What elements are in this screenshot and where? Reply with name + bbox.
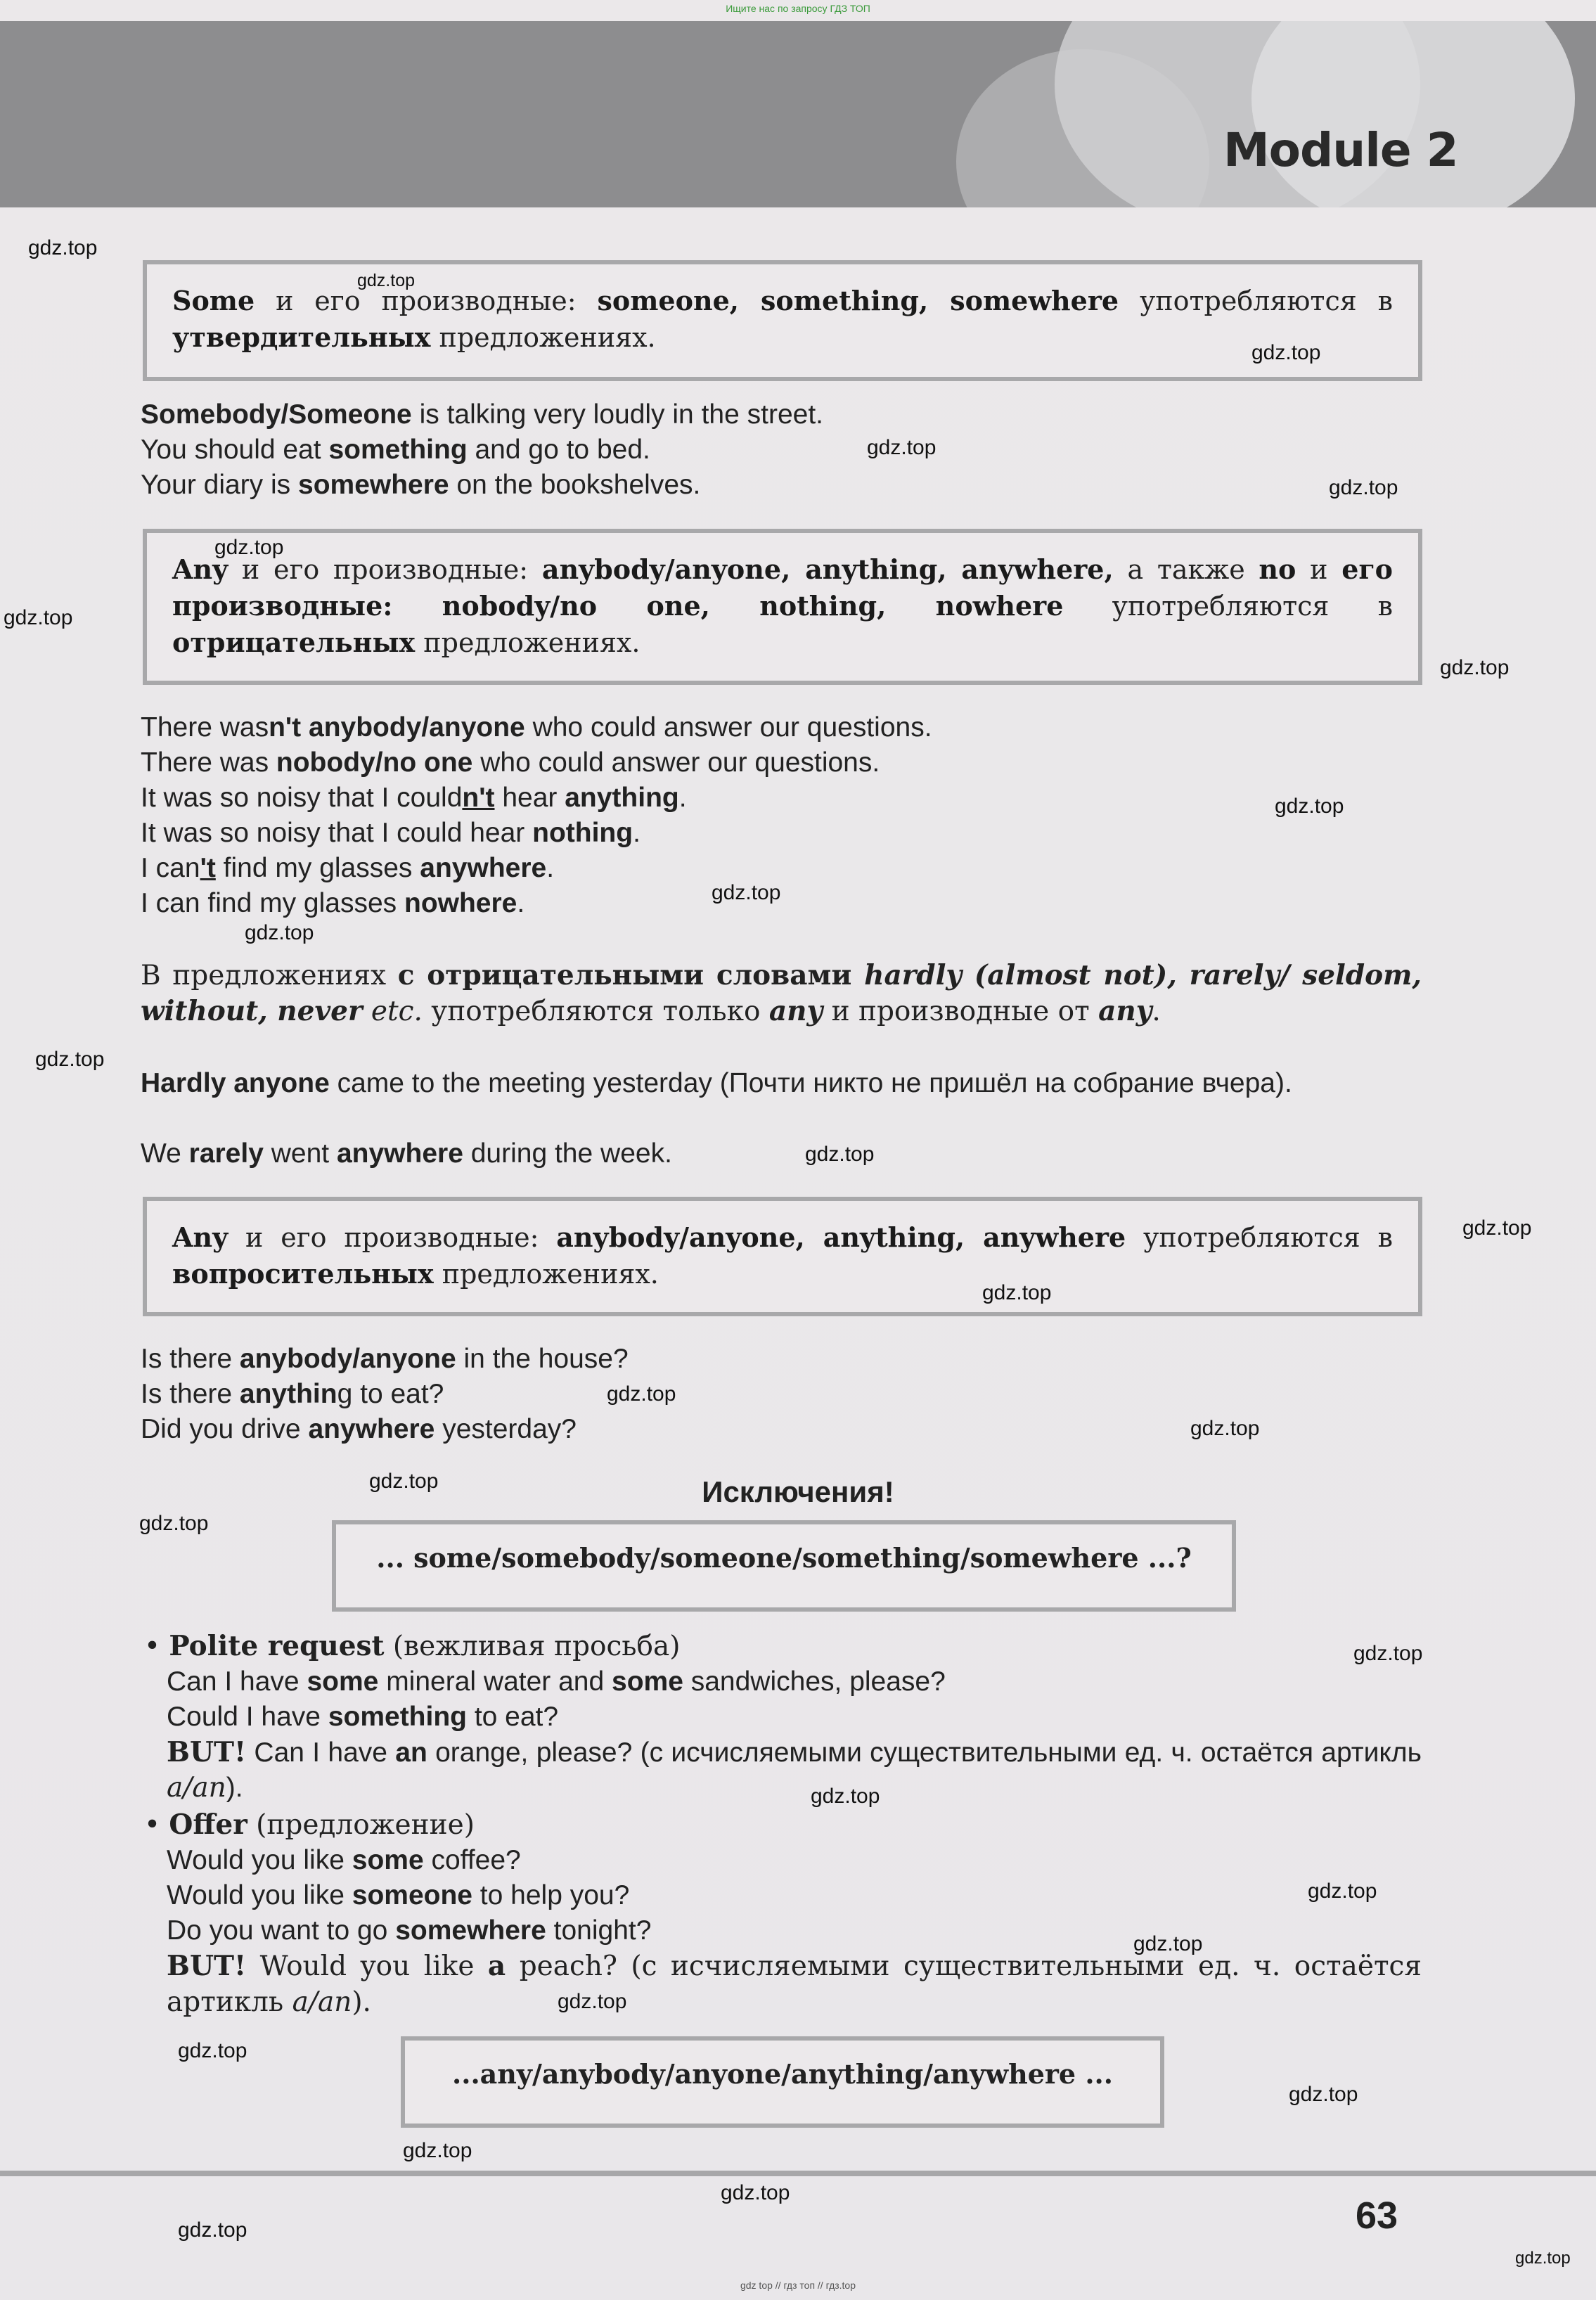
example-line: Is there anything to eat? <box>141 1379 444 1409</box>
example-line: Did you drive anywhere yesterday? <box>141 1414 577 1444</box>
rule-text: утвердительных <box>172 321 431 353</box>
watermark: gdz.top <box>245 921 314 944</box>
module-title: Module 2 <box>1223 123 1458 177</box>
watermark: gdz.top <box>811 1785 880 1808</box>
watermark: gdz.top <box>721 2181 790 2204</box>
rule-text: употребляются в <box>1119 285 1393 316</box>
polite-request-heading: • Polite request (вежливая просьба) <box>144 1630 681 1662</box>
watermark: gdz.top <box>1353 1642 1423 1665</box>
example-line: It was so noisy that I couldn't hear anything. <box>141 783 687 813</box>
rule-text: предложениях. <box>430 322 656 353</box>
rule-box-questions: Any и его производные: anybody/anyone, anything, anywhere употребляются в вопросительных предложениях. <box>143 1197 1422 1316</box>
offer-heading: • Offer (предложение) <box>144 1808 475 1841</box>
example-line: You should eat something and go to bed. <box>141 435 650 465</box>
example-line: Would you like some coffee? <box>167 1845 521 1875</box>
watermark: gdz.top <box>4 606 73 629</box>
top-note: Ищите нас по запросу ГДЗ ТОП <box>726 3 870 14</box>
exception-box-some: ... some/somebody/someone/something/somewhere ...? <box>332 1520 1236 1612</box>
but-note: BUT! Would you like a peach? (с исчисляемыми существительными ед. ч. остаётся артикль a/an). <box>167 1950 1422 2018</box>
watermark: gdz.top <box>369 1470 439 1493</box>
example-line: Do you want to go somewhere tonight? <box>167 1915 652 1946</box>
example-line: Your diary is somewhere on the bookshelves. <box>141 470 701 500</box>
watermark: gdz.top <box>1515 2249 1571 2268</box>
exception-box-any: ...any/anybody/anyone/anything/anywhere ... <box>401 2036 1164 2128</box>
example-line: Can I have some mineral water and some sandwiches, please? <box>167 1666 946 1697</box>
watermark: gdz.top <box>35 1048 105 1071</box>
rule-box-any-no: Any и его производные: anybody/anyone, anything, anywhere, а также no и его производные: nobody/no one, nothing, nowhere употребляются в отрицательных предложениях. <box>143 529 1422 685</box>
example-line: Would you like someone to help you? <box>167 1880 630 1910</box>
watermark: gdz.top <box>1275 795 1344 818</box>
example-line: Hardly anyone came to the meeting yesterday (Почти никто не пришёл на собрание вчера). <box>141 1068 1292 1098</box>
rule-box-some <box>143 260 1422 381</box>
example-line: Could I have something to eat? <box>167 1702 559 1732</box>
example-line: There was nobody/no one who could answer our questions. <box>141 747 880 778</box>
watermark: gdz.top <box>28 236 98 259</box>
rule-text: и его производные: <box>255 285 598 316</box>
watermark: gdz.top <box>558 1990 627 2013</box>
negative-words-paragraph: В предложениях с отрицательными словами hardly (almost not), rarely/ seldom, without, never etc. употребляются только any и производные от any. <box>141 959 1422 1027</box>
example-line: We rarely went anywhere during the week. <box>141 1138 672 1169</box>
watermark: gdz.top <box>214 536 284 559</box>
rule-text: Some <box>172 285 255 316</box>
watermark: gdz.top <box>712 881 781 904</box>
watermark: gdz.top <box>139 1512 209 1535</box>
example-line: Is there anybody/anyone in the house? <box>141 1344 629 1374</box>
watermark: gdz.top <box>1462 1216 1532 1240</box>
watermark: gdz.top <box>982 1281 1052 1304</box>
watermark: gdz.top <box>178 2218 247 2242</box>
watermark: gdz.top <box>805 1143 875 1166</box>
watermark: gdz.top <box>1308 1880 1377 1903</box>
watermark: gdz.top <box>1440 656 1510 679</box>
watermark: gdz.top <box>1133 1932 1203 1955</box>
watermark: gdz.top <box>178 2039 247 2062</box>
but-note: BUT! Can I have an orange, please? (с исчисляемыми существительными ед. ч. остаётся артикль a/an). <box>167 1736 1422 1804</box>
exceptions-title: Исключения! <box>702 1475 894 1508</box>
page-number: 63 <box>1356 2195 1398 2237</box>
watermark: gdz.top <box>357 271 416 290</box>
watermark: gdz.top <box>1289 2083 1358 2106</box>
footer-rule <box>0 2171 1596 2176</box>
watermark: gdz.top <box>1251 341 1321 364</box>
bottom-note: gdz top // гдз топ // гдз.top <box>740 2280 856 2291</box>
rule-text: someone, something, somewhere <box>597 285 1119 316</box>
watermark: gdz.top <box>1329 476 1398 499</box>
example-line: Somebody/Someone is talking very loudly in the street. <box>141 399 824 430</box>
watermark: gdz.top <box>403 2139 472 2162</box>
watermark: gdz.top <box>867 436 937 459</box>
flower-decoration <box>1251 21 1575 207</box>
example-line: There wasn't anybody/anyone who could answer our questions. <box>141 712 932 743</box>
watermark: gdz.top <box>607 1382 676 1406</box>
example-line: I can't find my glasses anywhere. <box>141 853 555 883</box>
header-banner <box>0 21 1596 207</box>
watermark: gdz.top <box>1190 1417 1260 1440</box>
example-line: It was so noisy that I could hear nothing. <box>141 818 641 848</box>
example-line: I can find my glasses nowhere. <box>141 888 525 918</box>
